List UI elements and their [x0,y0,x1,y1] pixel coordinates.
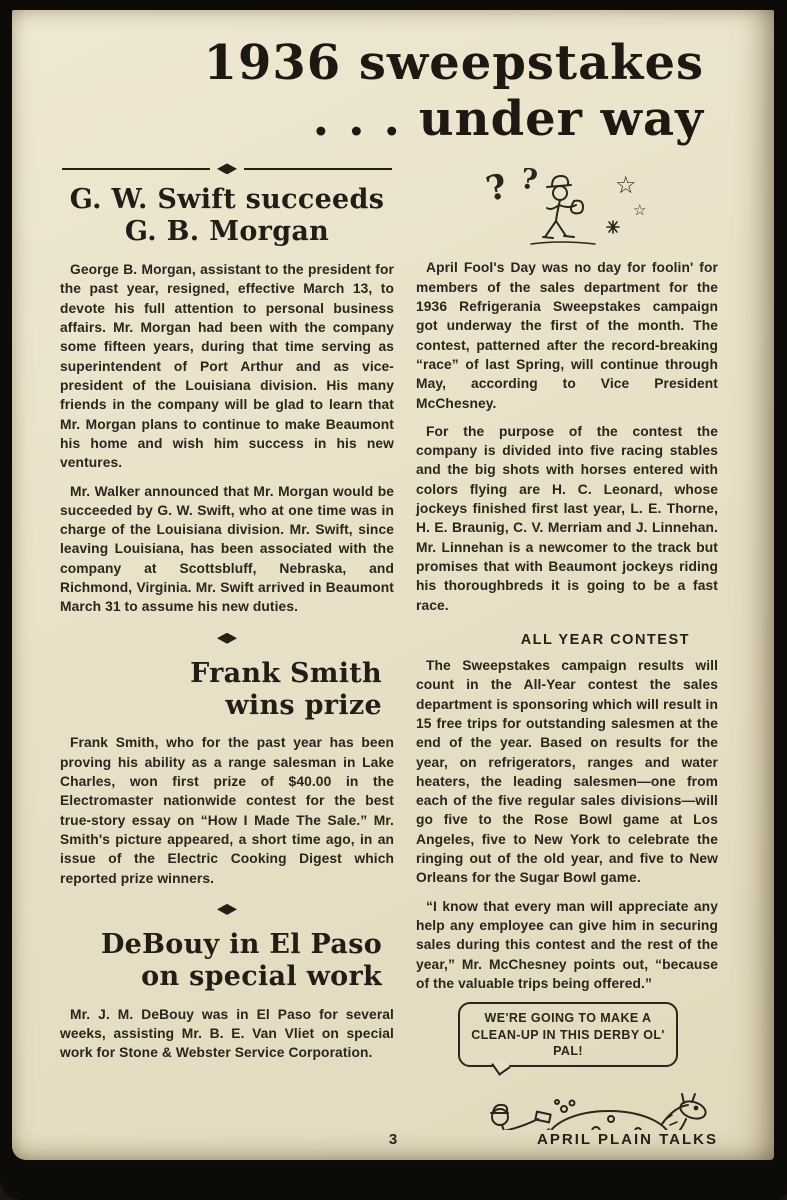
divider-line [62,168,210,171]
diamond-divider-icon [217,633,237,644]
horse-grooming-cartoon [416,1079,716,1130]
star-icon: ☆ [614,171,637,200]
diamond-divider-icon [217,163,237,174]
question-mark-glyph: ? [481,166,511,211]
speech-bubble [458,1002,678,1067]
divider-line [244,168,392,171]
paragraph: Frank Smith, who for the past year has been proving his ability as a range salesman in Lake Charles, won first prize of $40.00 in the Electromaster nationwide contest for the best true-story essay on “How I Made The Sale.” Mr. Smith's picture appeared, a short time ago, in an issue of the Electric Cooking Digest which reported prize winners. [60,735,394,886]
paragraph: April Fool's Day was no day for foolin' for members of the sales department for the 1936 Refrigerania Sweepstakes campaign got underway the first of the month. The contest, patterned after the record-breaking “race” of last Spring, will continue through May, according to Vice President McChesney. [416,260,718,411]
diamond-divider-icon [217,904,237,915]
heading-line: DeBouy in El Paso [100,928,382,960]
page-number: 3 [388,1131,398,1148]
paragraph: The Sweepstakes campaign results will count in the All-Year contest the sales department is sponsoring which will result in 15 free trips for outstanding salesmen at the end of the year. Based on results for the year, on refrigerators, ranges and water heaters, the leading salesmen—one from each of the five regular sales divisions—will go five to the Rose Bowl game at Los Angeles, five to New York to celebrate the ringing out of the old year, and five to New Orleans for the Sugar Bowl game. [416,657,718,886]
article-smith [60,658,394,888]
article-heading [60,658,394,722]
article-swift [60,184,394,616]
paragraph: For the purpose of the contest the company is divided into five racing stables and the big shots with horses entered with colors flying are H. C. Leonard, whose jockeys finished first last year, L. E. Thorne, H. E. Braunig, C. V. Merriam and J. Linnehan. Mr. Linnehan is a newcomer to the track but promises that with Beaumont jockeys riding his thoroughbreds it is going to be a fast race. [416,423,718,613]
publication-title: APRIL PLAIN TALKS [537,1131,718,1148]
paragraph: “I know that every man will appreciate any help any employee can give him in securing sales during this contest and the rest of the year,” Mr. McChesney points out, “because of the valuable trips being offered.” [416,898,718,991]
page-footer [12,1130,774,1160]
paper-page [12,10,774,1160]
paragraph: Mr. J. M. DeBouy was in El Paso for several weeks, assisting Mr. B. E. Van Vliet on special work for Stone & Webster Service Corporation. [60,1006,394,1061]
masthead [12,10,774,151]
heading-line: wins prize [225,689,382,721]
page-title [12,36,704,147]
right-column [416,161,718,1130]
speech-bubble-tail [491,1056,510,1075]
horse-figure [535,1094,708,1130]
cartoon-wrapper [416,161,718,252]
paragraph: George B. Morgan, assistant to the president for the past year, resigned, effective March 13, to devote his full attention to personal business affairs. Mr. Morgan had been with the company some fifteen years, during that time serving as superintendent of Port Arthur and as vice-president of the Louisiana division. His many friends in the company will be glad to learn that Mr. Morgan plans to continue to make Beaumont his home and wish him success in his new ventures. [60,262,394,471]
sparkle-icon [607,221,619,233]
left-column [60,161,394,1130]
star-icon: ☆ [632,201,646,220]
page-title-line2: . . . under way [312,90,704,147]
article-heading [60,929,394,993]
walking-figure-lines [531,176,619,244]
heading-line: G. W. Swift succeeds [69,184,385,216]
section-subheading: ALL YEAR CONTEST [520,631,690,648]
article-debouy [60,929,394,1063]
rule-divider [62,163,392,174]
article-heading [60,184,394,248]
content-columns [12,151,774,1130]
paragraph: Mr. Walker announced that Mr. Morgan would be succeeded by G. W. Swift, who at one time was in charge of the Louisiana division. Mr. Swift, since leaving Louisiana, has been associated with the company at Scottsbluff, Nebraska, and Richmond, Virginia. Mr. Swift arrived in Beaumont March 31 to assume his new duties. [60,483,394,615]
heading-line: Frank Smith [190,657,382,689]
heading-line: G. B. Morgan [124,216,330,248]
speech-bubble-text: WE'RE GOING TO MAKE A CLEAN-UP IN THIS DERBY OL' PAL! [471,1011,665,1058]
heading-line: on special work [141,960,382,992]
walking-figure-cartoon [475,161,660,247]
cartoon-wrapper [416,1002,718,1130]
page-title-line1: 1936 sweepstakes [203,35,704,91]
groomer-figure [491,1105,551,1130]
question-mark-glyph: ? [518,162,540,198]
